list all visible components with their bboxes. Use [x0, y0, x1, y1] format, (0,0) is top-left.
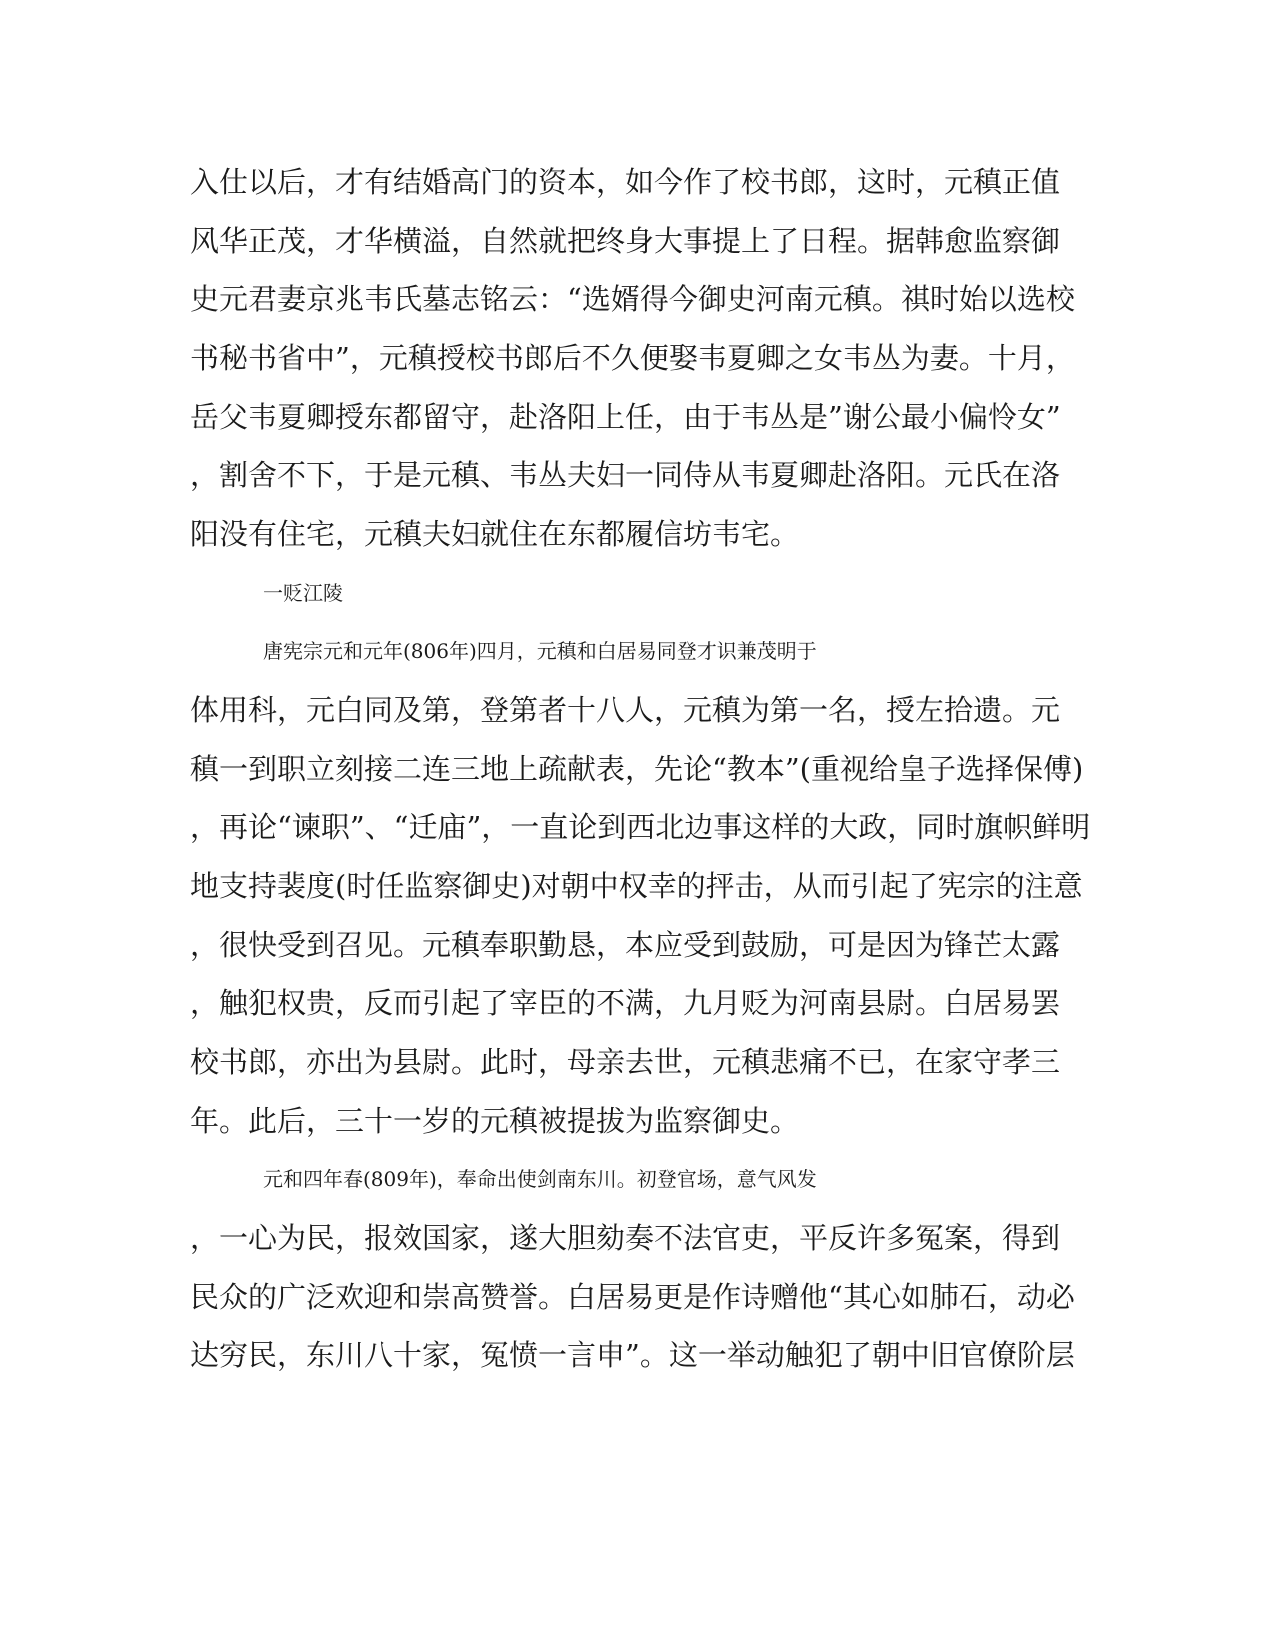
text-line: 达穷民，东川八十家，冤愤一言申”。这一举动触犯了朝中旧官僚阶层: [190, 1338, 1075, 1372]
text-line: 岳父韦夏卿授东都留守，赴洛阳上任，由于韦丛是”谢公最小偏怜女”: [190, 400, 1061, 434]
text-line: 校书郎，亦出为县尉。此时，母亲去世，元稹悲痛不已，在家守孝三: [190, 1045, 1061, 1079]
text-line: 史元君妻京兆韦氏墓志铭云：“选婿得今御史河南元稹。祺时始以选校: [190, 282, 1075, 316]
text-line: 稹一到职立刻接二连三地上疏献表，先论“教本”(重视给皇子选择保傅): [190, 752, 1084, 786]
text-line: 元和四年春(809年)，奉命出使剑南东川。初登官场，意气风发: [263, 1167, 817, 1191]
text-line: 地支持裴度(时任监察御史)对朝中权幸的抨击，从而引起了宪宗的注意: [190, 869, 1083, 903]
text-line: 年。此后，三十一岁的元稹被提拔为监察御史。: [190, 1104, 800, 1138]
text-line: ，一心为民，报效国家，遂大胆劾奏不法官吏，平反许多冤案，得到: [190, 1221, 1061, 1255]
text-line: 入仕以后，才有结婚高门的资本，如今作了校书郎，这时，元稹正值: [190, 165, 1061, 199]
text-line: 阳没有住宅，元稹夫妇就住在东都履信坊韦宅。: [190, 517, 800, 551]
text-line: ，触犯权贵，反而引起了宰臣的不满，九月贬为河南县尉。白居易罢: [190, 986, 1061, 1020]
text-line: 体用科，元白同及第，登第者十八人，元稹为第一名，授左拾遗。元: [190, 693, 1061, 727]
text-line: 唐宪宗元和元年(806年)四月，元稹和白居易同登才识兼茂明于: [263, 639, 817, 663]
section-heading: 一贬江陵: [263, 581, 343, 605]
text-line: ，割舍不下，于是元稹、韦丛夫妇一同侍从韦夏卿赴洛阳。元氏在洛: [190, 458, 1061, 492]
text-line: ，再论“谏职”、“迁庙”，一直论到西北边事这样的大政，同时旗帜鲜明: [190, 810, 1091, 844]
text-line: ，很快受到召见。元稹奉职勤恳，本应受到鼓励，可是因为锋芒太露: [190, 928, 1061, 962]
text-line: 民众的广泛欢迎和崇高赞誉。白居易更是作诗赠他“其心如肺石，动必: [190, 1280, 1075, 1314]
text-line: 风华正茂，才华横溢，自然就把终身大事提上了日程。据韩愈监察御: [190, 224, 1061, 258]
text-line: 书秘书省中”，元稹授校书郎后不久便娶韦夏卿之女韦丛为妻。十月，: [190, 341, 1075, 375]
